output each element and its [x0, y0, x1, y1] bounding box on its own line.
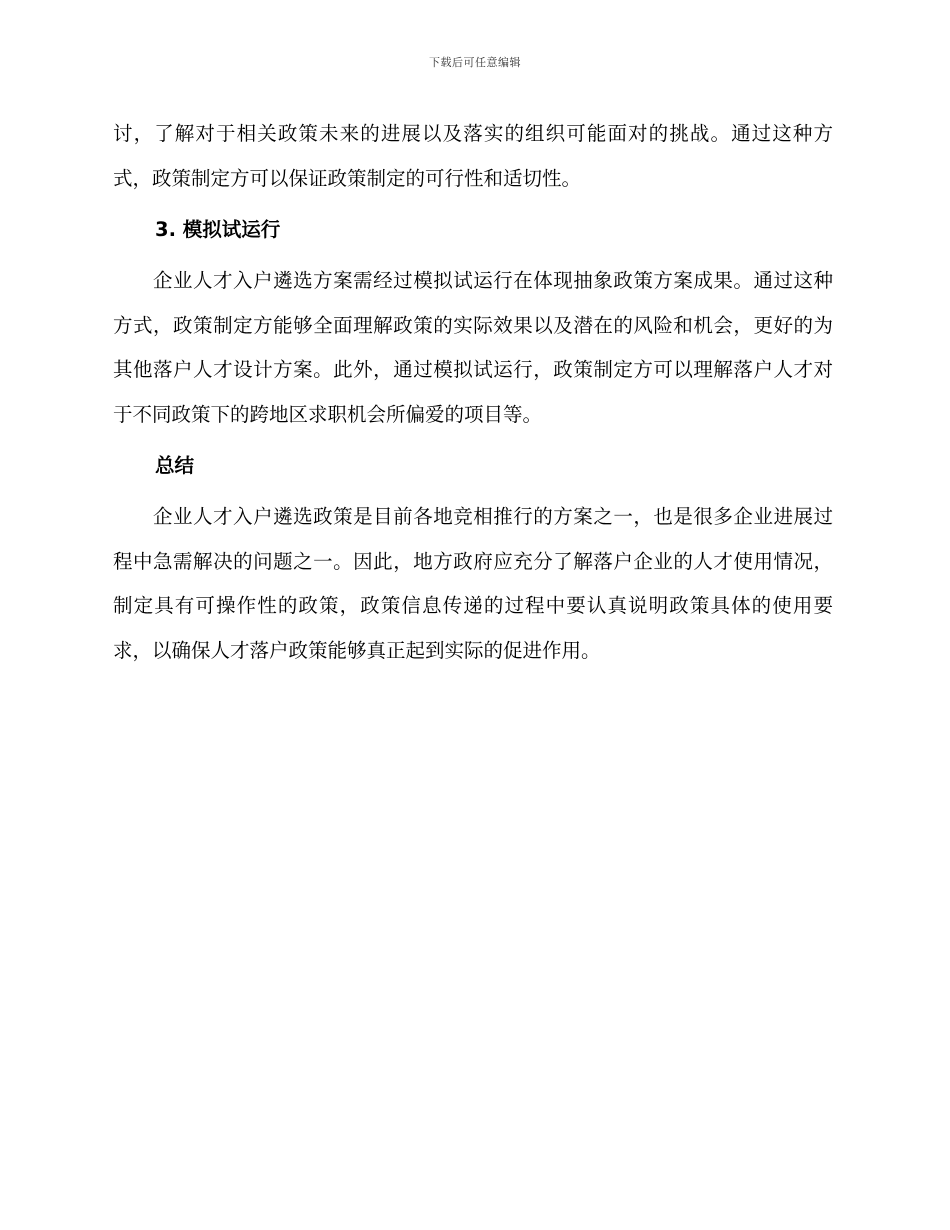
paragraph-continued: 讨，了解对于相关政策未来的进展以及落实的组织可能面对的挑战。通过这种方式，政策制定方可以保证政策制定的可行性和适切性。	[113, 122, 833, 190]
page-header: 下载后可任意编辑	[429, 56, 521, 69]
paragraph-summary: 企业人才入户遴选政策是目前各地竞相推行的方案之一，也是很多企业进展过程中急需解决的问题之一。因此，地方政府应充分了解落户企业的人才使用情况，制定具有可操作性的政策，政策信息传递的过程中要认真说明政策具体的使用要求，以确保人才落户政策能够真正起到实际的促进作用。	[113, 505, 833, 662]
section-heading-simulation: 3. 模拟试运行	[155, 218, 281, 241]
section-heading-summary: 总结	[155, 454, 195, 477]
paragraph-simulation: 企业人才入户遴选方案需经过模拟试运行在体现抽象政策方案成果。通过这种方式，政策制定方能够全面理解政策的实际效果以及潜在的风险和机会，更好的为其他落户人才设计方案。此外，通过模拟试运行，政策制定方可以理解落户人才对于不同政策下的跨地区求职机会所偏爱的项目等。	[113, 269, 833, 426]
document-body	[113, 112, 833, 673]
